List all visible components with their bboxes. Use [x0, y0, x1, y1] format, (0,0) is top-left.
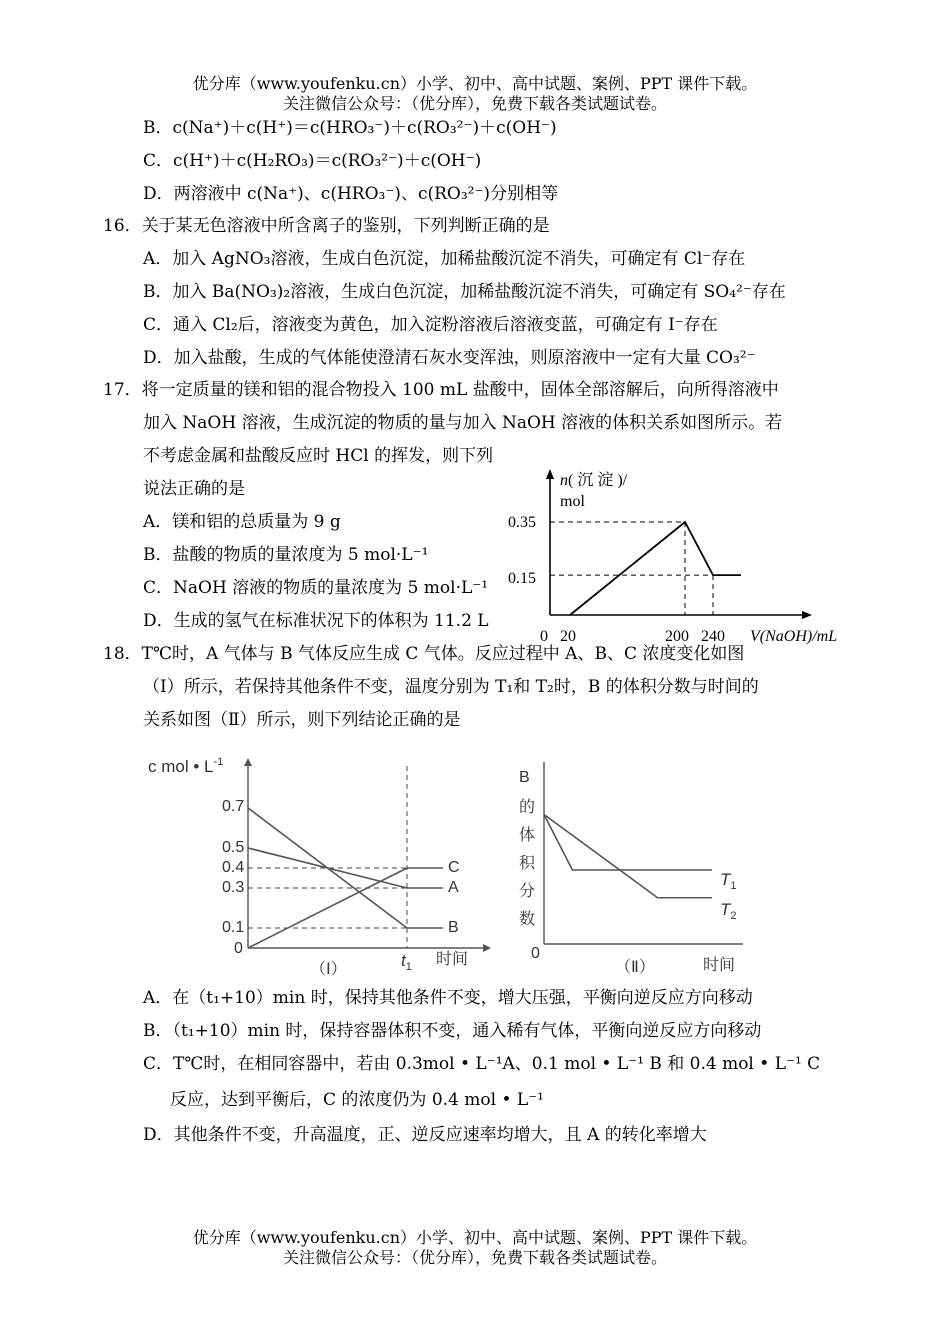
q18-ii-y-label-3: 体 [519, 827, 536, 844]
q16-option-d: D．加入盐酸，生成的气体能使澄清石灰水变浑浊，则原溶液中一定有大量 CO₃²⁻ [143, 348, 756, 368]
q17-option-c: C．NaOH 溶液的物质的量浓度为 5 mol·L⁻¹ [143, 578, 489, 598]
footer-line-1: 优分库（www.youfenku.cn）小学、初中、高中试题、案例、PPT 课件下载。 [192, 1228, 758, 1247]
q16-option-a: A．加入 AgNO₃溶液，生成白色沉淀，加稀盐酸沉淀不消失，可确定有 Cl⁻存在 [143, 249, 746, 269]
q17-option-d: D．生成的氢气在标准状况下的体积为 11.2 L [143, 611, 489, 631]
q18-i-y-axis-arrow [244, 758, 252, 766]
q17-y-label: n( 沉 淀 )/ [560, 472, 628, 489]
q18-i-caption: （Ⅰ） [310, 961, 347, 977]
q18-option-d: D．其他条件不变，升高温度，正、逆反应速率均增大，且 A 的转化率增大 [143, 1125, 707, 1145]
q18-ii-y-label-4: 积 [519, 855, 536, 872]
q15-option-d: D．两溶液中 c(Na⁺)、c(HRO₃⁻)、c(RO₃²⁻)分别相等 [143, 184, 559, 204]
q18-ii-origin: 0 [531, 945, 540, 962]
q18-chart-concentration [140, 752, 500, 977]
q17-stem-4: 说法正确的是 [143, 479, 245, 499]
q17-stem-2: 加入 NaOH 溶液，生成沉淀的物质的量与加入 NaOH 溶液的体积关系如图所示。若 [143, 413, 783, 433]
q18-i-label-a: A [448, 879, 459, 896]
q15-option-b: B．c(Na⁺)＋c(H⁺)＝c(HRO₃⁻)＋c(RO₃²⁻)＋c(OH⁻) [143, 118, 557, 138]
q18-ii-x-label: 时间 [703, 957, 736, 974]
q18-option-b: B．（t₁+10）min 时，保持容器体积不变，通入稀有气体，平衡向逆反应方向移动 [143, 1021, 762, 1041]
q18-ii-label-t1: $T_1$ [720, 870, 737, 892]
q18-i-x-axis-arrow [483, 944, 491, 952]
q17-x-axis-arrow [802, 611, 812, 619]
q17-data-line [570, 522, 741, 615]
q16-stem: 16．关于某无色溶液中所含离子的鉴别，下列判断正确的是 [103, 216, 550, 236]
q17-y-label-unit: mol [560, 493, 585, 510]
q18-ii-caption: （Ⅱ） [615, 959, 655, 976]
q18-ii-y-label-2: 的 [519, 799, 536, 816]
q17-stem-3: 不考虑金属和盐酸反应时 HCl 的挥发，则下列 [143, 446, 494, 466]
q17-precipitate-chart [505, 465, 865, 650]
q18-i-y-tick-0.3: 0.3 [222, 879, 245, 896]
q18-option-a: A．在（t₁+10）min 时，保持其他条件不变，增大压强，平衡向逆反应方向移动 [143, 988, 753, 1008]
q17-stem-1: 17．将一定质量的镁和铝的混合物投入 100 mL 盐酸中，固体全部溶解后，向所得溶液中 [103, 380, 779, 400]
q18-i-t1-label: $t_1$ [401, 951, 412, 973]
q17-x-tick-240: 240 [701, 628, 725, 645]
q18-ii-label-t2: $T_2$ [720, 900, 737, 922]
q18-ii-y-label-6: 数 [519, 911, 536, 928]
q18-i-y-tick-0.1: 0.1 [222, 919, 245, 936]
q17-x-tick-200: 200 [665, 628, 689, 645]
q18-i-y-label: c mol • $L^{-1}$ [148, 756, 224, 776]
q18-i-series-C [248, 868, 443, 948]
q18-i-x-label: 时间 [436, 951, 469, 968]
q18-stem-3: 关系如图（Ⅱ）所示，则下列结论正确的是 [143, 710, 461, 730]
q16-option-c: C．通入 Cl₂后，溶液变为黄色，加入淀粉溶液后溶液变蓝，可确定有 I⁻存在 [143, 315, 718, 335]
q18-i-y-tick-0.4: 0.4 [222, 859, 245, 876]
q18-ii-y-label-5: 分 [519, 883, 536, 900]
header-line-1: 优分库（www.youfenku.cn）小学、初中、高中试题、案例、PPT 课件下载。 [192, 74, 758, 93]
q18-i-y-tick-0.5: 0.5 [222, 839, 245, 856]
header-line-2: 关注微信公众号：（优分库），免费下载各类试题试卷。 [282, 94, 667, 113]
q17-y-tick-0.15: 0.15 [508, 570, 536, 587]
q17-y-axis-arrow [546, 469, 554, 479]
q18-stem-2: （Ⅰ）所示，若保持其他条件不变，温度分别为 T₁和 T₂时，B 的体积分数与时间的 [143, 677, 759, 697]
q17-option-b: B．盐酸的物质的量浓度为 5 mol·L⁻¹ [143, 545, 429, 565]
q17-x-tick-0: 0 [540, 628, 548, 645]
q18-option-c-line-1: C．T℃时，在相同容器中，若由 0.3mol • L⁻¹A、0.1 mol • L⁻¹ B 和 0.4 mol • L⁻¹ C [143, 1054, 821, 1074]
q18-i-y-tick-0: 0 [234, 940, 243, 957]
q18-option-c-line-2: 反应，达到平衡后，C 的浓度仍为 0.4 mol • L⁻¹ [170, 1090, 544, 1110]
footer-line-2: 关注微信公众号：（优分库），免费下载各类试题试卷。 [282, 1248, 667, 1267]
q18-ii-series-T2 [544, 815, 712, 898]
q18-i-y-tick-0.7: 0.7 [222, 798, 245, 815]
q18-i-label-b: B [448, 919, 459, 936]
q15-option-c: C．c(H⁺)＋c(H₂RO₃)＝c(RO₃²⁻)＋c(OH⁻) [143, 151, 482, 171]
q18-stem-1: 18．T℃时，A 气体与 B 气体反应生成 C 气体。反应过程中 A、B、C 浓度变化如图 [103, 644, 745, 664]
q17-x-tick-20: 20 [560, 628, 576, 645]
q17-x-label: V(NaOH)/mL [750, 628, 838, 645]
q18-chart-volume-fraction [505, 752, 755, 977]
q17-y-tick-0.35: 0.35 [508, 514, 536, 531]
q16-option-b: B．加入 Ba(NO₃)₂溶液，生成白色沉淀，加稀盐酸沉淀不消失，可确定有 SO₄²⁻存在 [143, 282, 786, 302]
q18-i-label-c: C [448, 859, 460, 876]
q17-option-a: A．镁和铝的总质量为 9 g [143, 512, 341, 532]
q18-ii-y-label-1: B [519, 769, 530, 786]
q18-ii-series-T1 [544, 815, 712, 871]
